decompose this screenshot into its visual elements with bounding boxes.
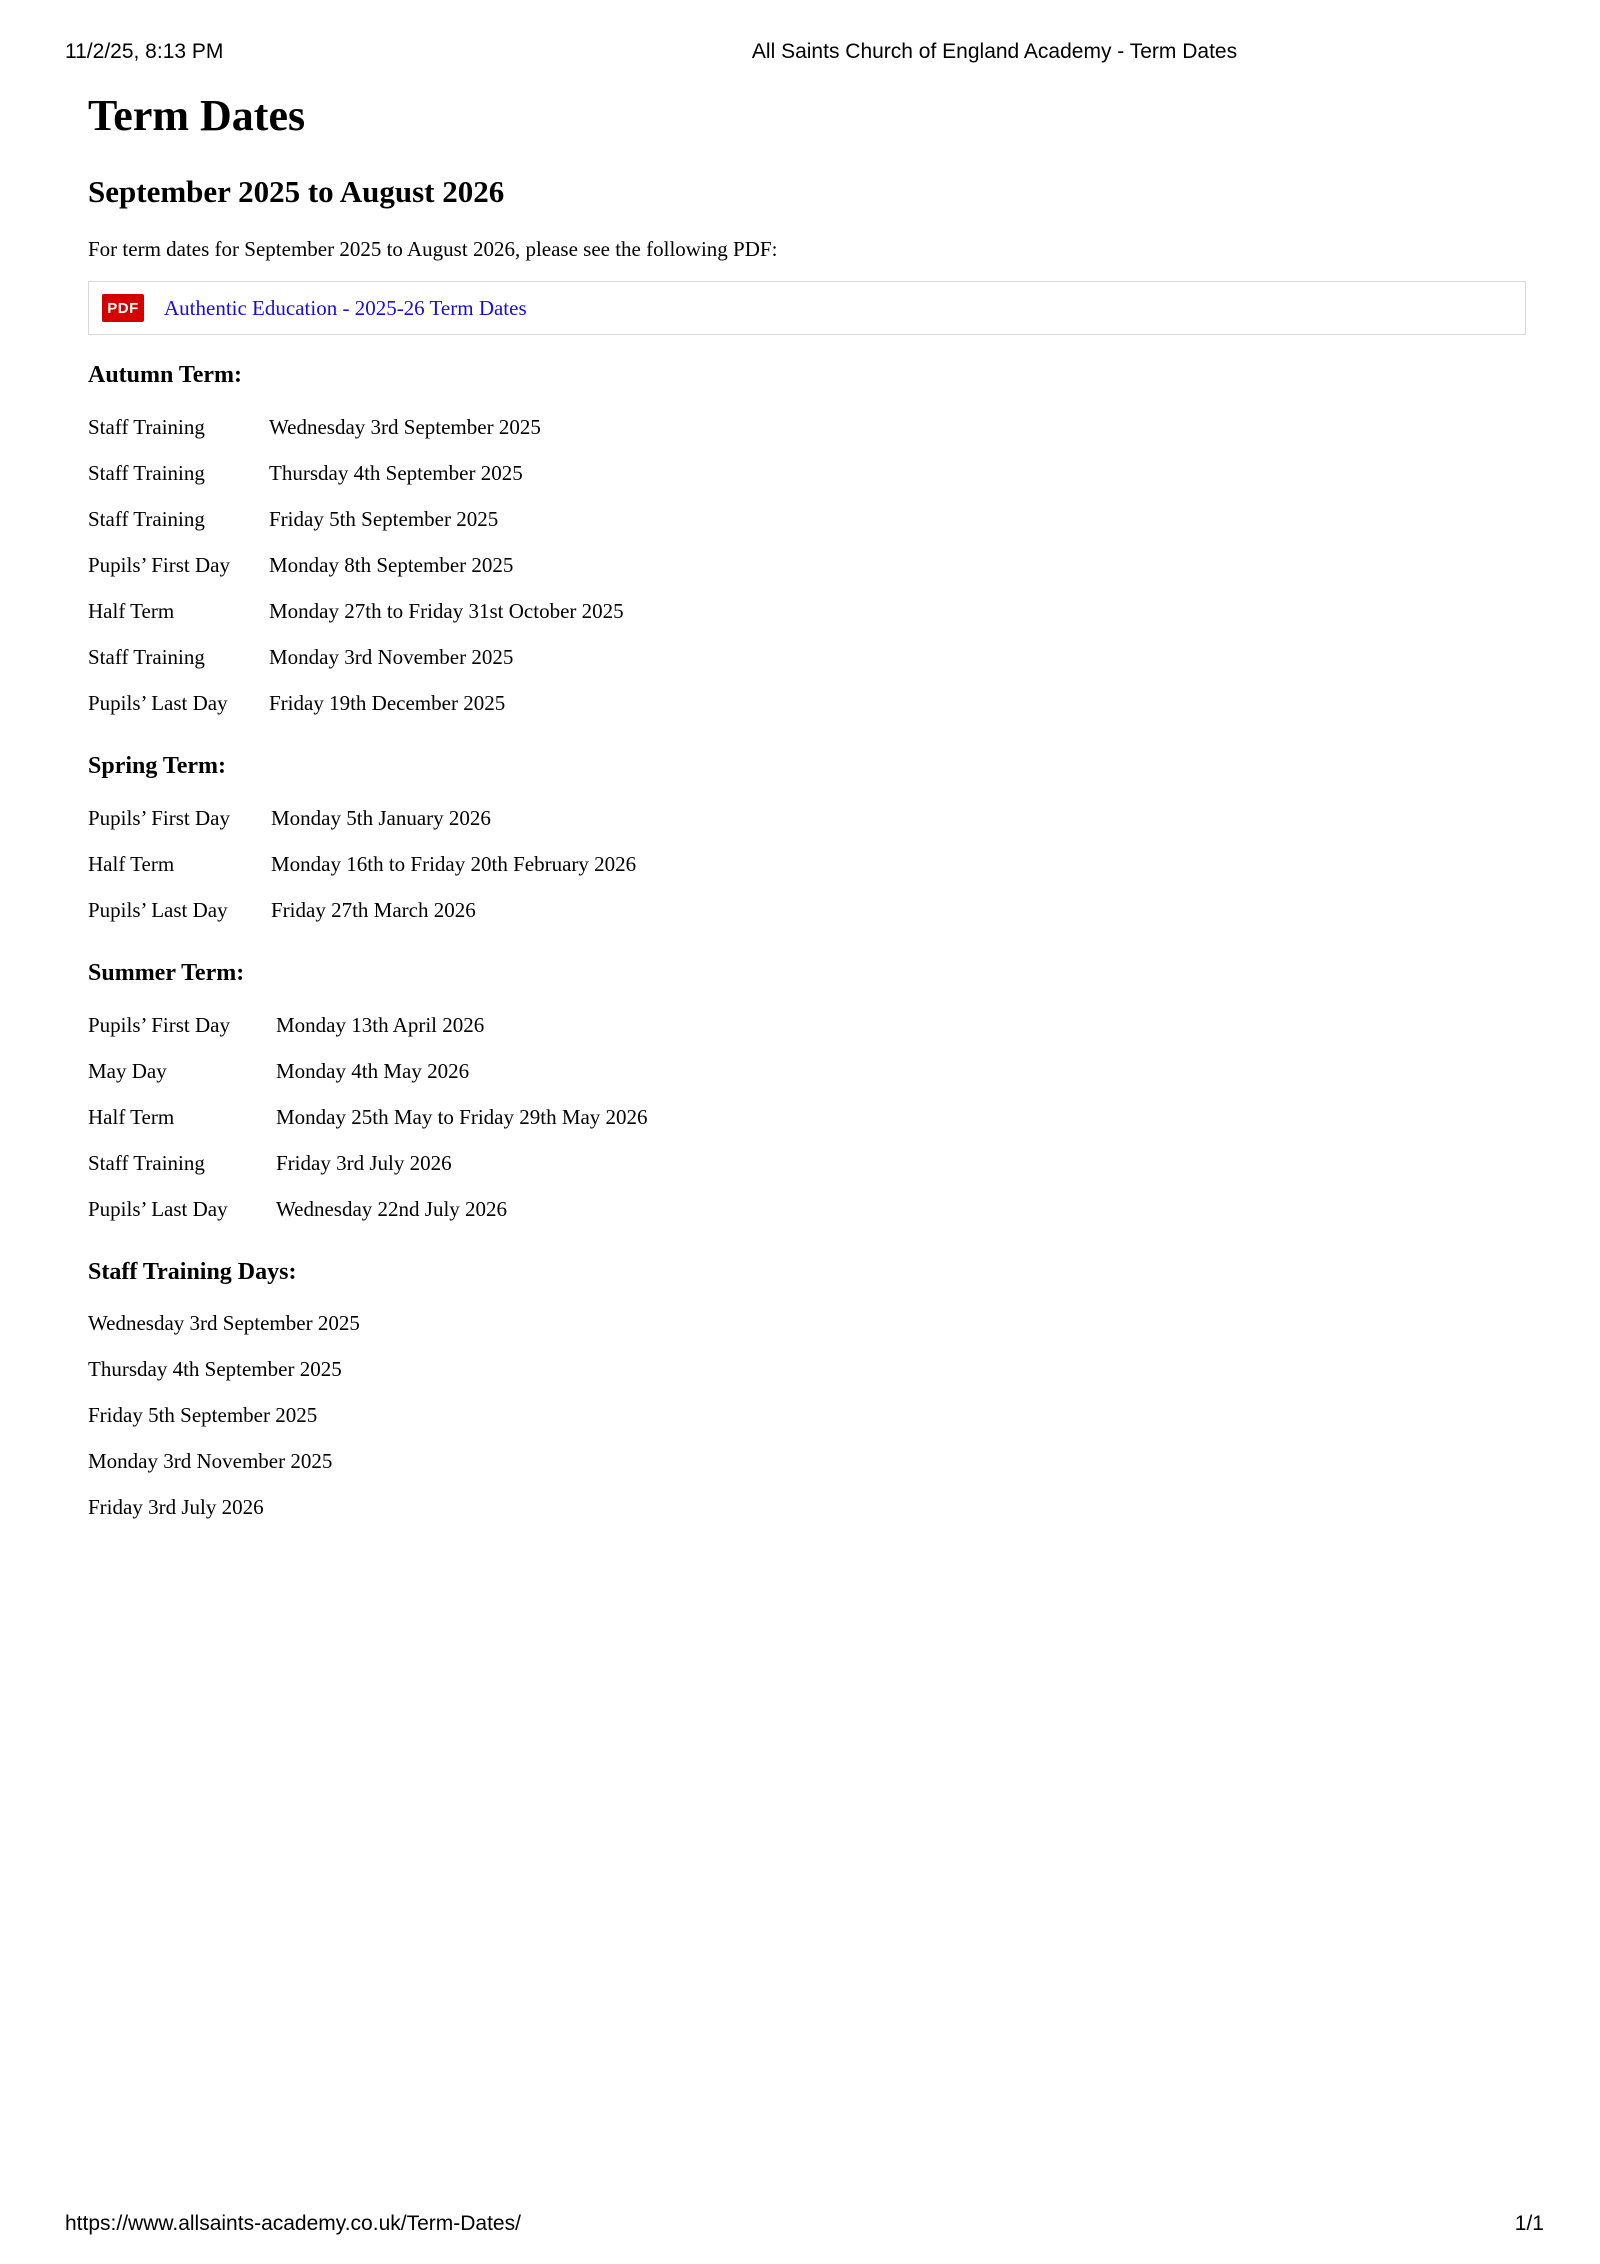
term-date-row: [88, 450, 1526, 496]
term-date-row: [88, 1186, 1526, 1232]
term-date-row: [88, 841, 1526, 887]
print-page-title: All Saints Church of England Academy - Term Dates: [751, 40, 1238, 63]
page-title: Term Dates: [88, 91, 306, 140]
row-date: Monday 8th September 2025: [269, 553, 514, 578]
term-date-row: [88, 1140, 1526, 1186]
autumn-term-list: [88, 404, 1526, 726]
list-item: Friday 5th September 2025: [88, 1403, 318, 1428]
row-date: Friday 27th March 2026: [271, 897, 476, 922]
row-date: Monday 4th May 2026: [276, 1058, 470, 1083]
print-url: https://www.allsaints-academy.co.uk/Term-Dates/: [65, 2212, 521, 2235]
row-date: Friday 19th December 2025: [269, 691, 506, 716]
row-label: Half Term: [88, 1104, 175, 1129]
summer-term-heading: Summer Term:: [88, 959, 245, 986]
row-date: Monday 16th to Friday 20th February 2026: [271, 851, 637, 876]
row-label: Staff Training: [88, 415, 205, 440]
term-date-row: [88, 1002, 1526, 1048]
term-date-row: [88, 634, 1526, 680]
term-date-row: [88, 887, 1526, 933]
row-label: May Day: [88, 1058, 167, 1083]
pdf-download-box: [88, 281, 1526, 335]
row-label: Pupils’ Last Day: [88, 691, 228, 716]
list-item: Monday 3rd November 2025: [88, 1449, 333, 1474]
intro-text: For term dates for September 2025 to August 2026, please see the following PDF:: [88, 236, 778, 261]
row-label: Pupils’ First Day: [88, 553, 230, 578]
main-content: [88, 80, 1526, 1530]
spring-term-list: [88, 795, 1526, 933]
row-date: Thursday 4th September 2025: [269, 461, 523, 486]
list-item: Thursday 4th September 2025: [88, 1357, 342, 1382]
term-date-row: [88, 496, 1526, 542]
row-label: Pupils’ Last Day: [88, 1196, 228, 1221]
row-label: Staff Training: [88, 645, 205, 670]
row-date: Monday 27th to Friday 31st October 2025: [269, 599, 624, 624]
row-label: Pupils’ First Day: [88, 805, 230, 830]
print-header: [65, 40, 1544, 70]
list-item: Wednesday 3rd September 2025: [88, 1311, 360, 1336]
term-date-row: [88, 1094, 1526, 1140]
row-label: Staff Training: [88, 461, 205, 486]
row-label: Pupils’ Last Day: [88, 897, 228, 922]
page-subtitle: September 2025 to August 2026: [88, 173, 505, 209]
row-label: Staff Training: [88, 1150, 205, 1175]
summer-term-list: [88, 1002, 1526, 1232]
print-footer: [65, 2212, 1544, 2242]
row-date: Friday 3rd July 2026: [276, 1150, 452, 1175]
list-item: Friday 3rd July 2026: [88, 1495, 264, 1520]
row-date: Wednesday 22nd July 2026: [276, 1196, 508, 1221]
row-label: Half Term: [88, 851, 175, 876]
term-date-row: [88, 680, 1526, 726]
spring-term-heading: Spring Term:: [88, 753, 227, 780]
term-date-row: [88, 588, 1526, 634]
term-date-row: [88, 542, 1526, 588]
term-date-row: [88, 795, 1526, 841]
term-date-row: [88, 1048, 1526, 1094]
print-datetime: 11/2/25, 8:13 PM: [65, 40, 224, 63]
print-page-count: 1/1: [1514, 2212, 1544, 2235]
staff-training-days-list: [88, 1300, 1526, 1530]
row-date: Monday 13th April 2026: [276, 1012, 485, 1037]
pdf-download-link[interactable]: Authentic Education - 2025-26 Term Dates: [164, 295, 527, 320]
row-date: Monday 25th May to Friday 29th May 2026: [276, 1104, 648, 1129]
row-date: Monday 5th January 2026: [271, 805, 491, 830]
row-date: Wednesday 3rd September 2025: [269, 415, 541, 440]
row-label: Staff Training: [88, 507, 205, 532]
row-label: Pupils’ First Day: [88, 1012, 230, 1037]
row-label: Half Term: [88, 599, 175, 624]
row-date: Monday 3rd November 2025: [269, 645, 514, 670]
autumn-term-heading: Autumn Term:: [88, 362, 243, 389]
term-date-row: [88, 404, 1526, 450]
pdf-file-icon[interactable]: PDF: [102, 294, 144, 322]
staff-training-days-heading: Staff Training Days:: [88, 1258, 297, 1285]
row-date: Friday 5th September 2025: [269, 507, 499, 532]
